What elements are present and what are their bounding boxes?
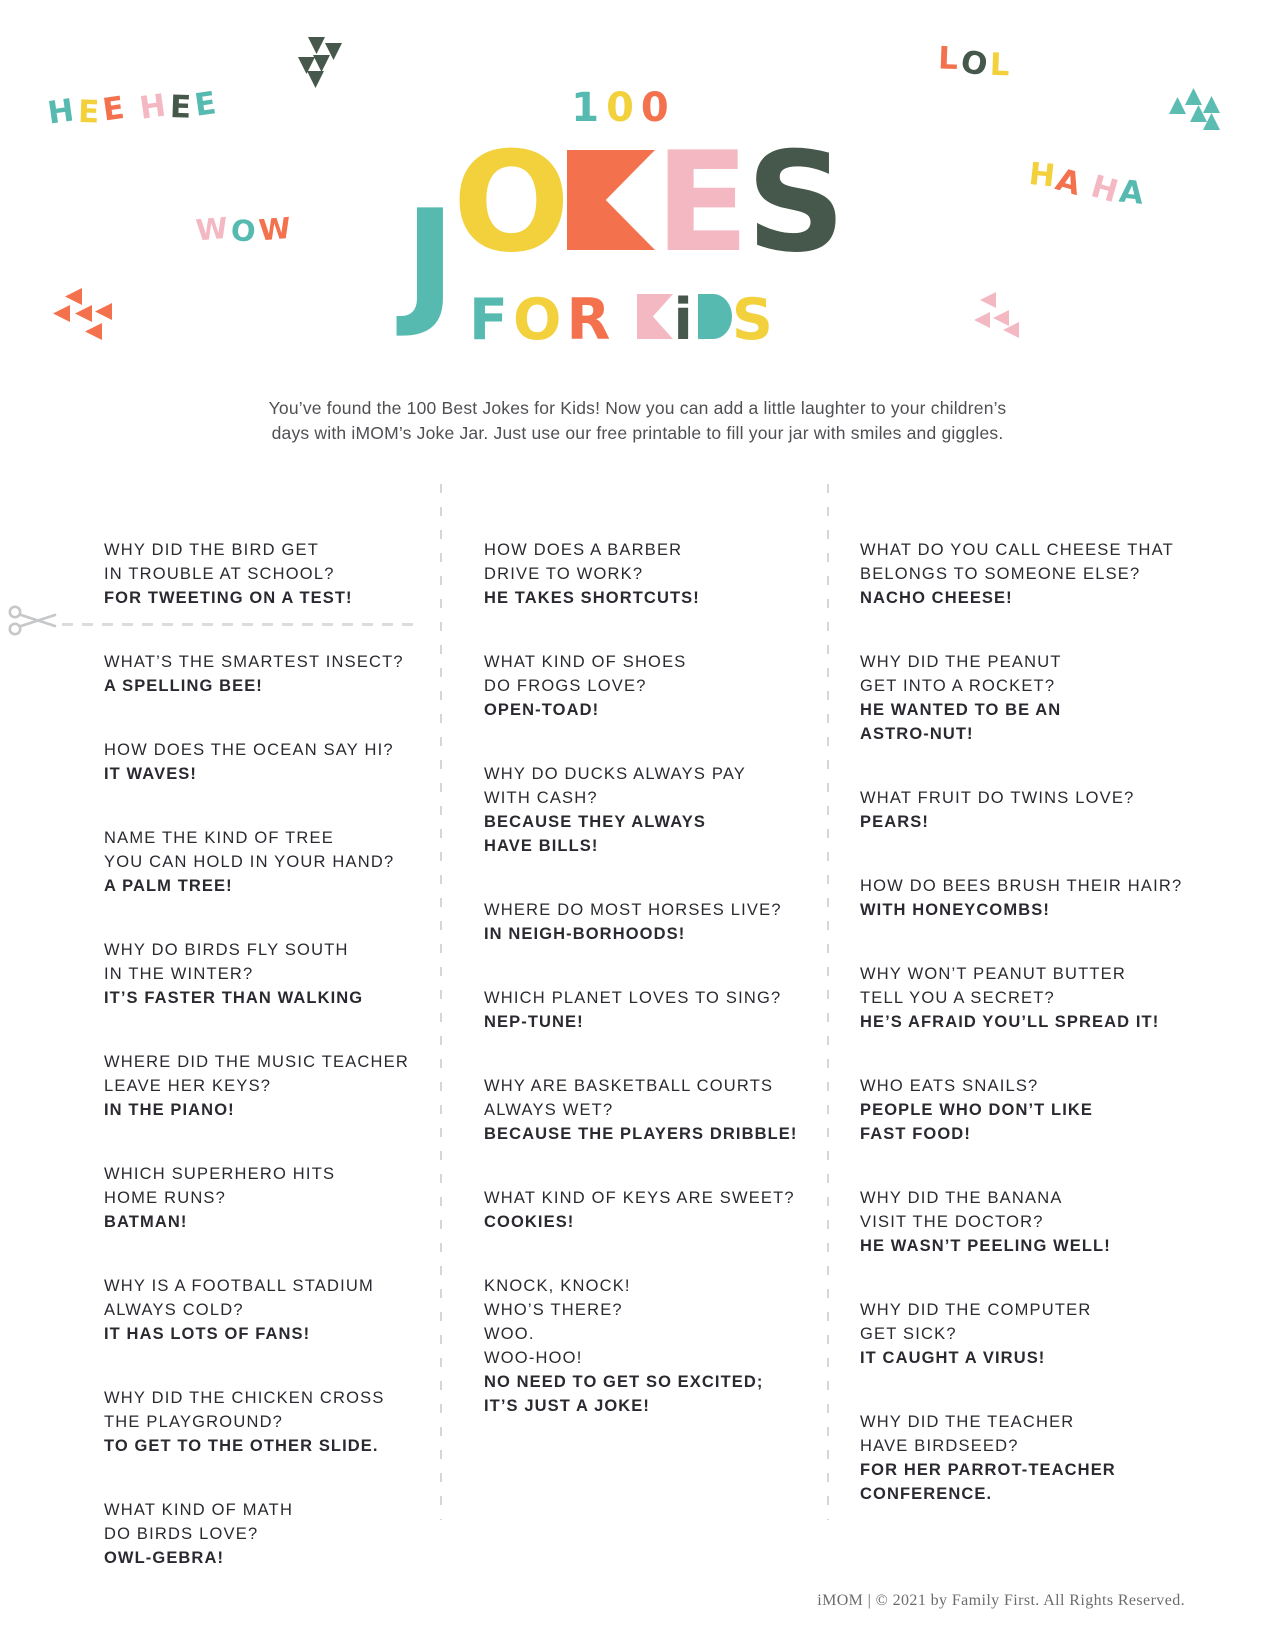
joke-question-line: DO FROGS LOVE? bbox=[484, 677, 647, 695]
joke-answer-line: ASTRO-NUT! bbox=[860, 725, 974, 743]
joke-answer-line: OPEN-TOAD! bbox=[484, 701, 600, 719]
letter-l: L bbox=[989, 46, 1014, 84]
joke-question-line: HOW DOES A BARBER bbox=[484, 541, 683, 559]
letter-o: O bbox=[957, 43, 994, 85]
joke-answer-line: COOKIES! bbox=[484, 1213, 575, 1231]
letter-h: H bbox=[1087, 168, 1124, 211]
joke-question-line: DRIVE TO WORK? bbox=[484, 565, 644, 583]
letter-i: i bbox=[673, 287, 698, 353]
joke-answer-line: IT WAVES! bbox=[104, 765, 198, 783]
joke-block bbox=[104, 1050, 474, 1122]
joke-answer-line: FOR TWEETING ON A TEST! bbox=[104, 589, 353, 607]
joke-answer-line: WITH HONEYCOMBS! bbox=[860, 901, 1050, 919]
joke-block bbox=[484, 1074, 854, 1146]
joke-question-line: BELONGS TO SOMEONE ELSE? bbox=[860, 565, 1141, 583]
letter-s: S bbox=[746, 122, 843, 283]
joke-question-line: HAVE BIRDSEED? bbox=[860, 1437, 1019, 1455]
copyright-footer: iMOM | © 2021 by Family First. All Rights Reserved. bbox=[817, 1592, 1185, 1609]
letter-o: O bbox=[512, 287, 567, 353]
joke-question-line: WHERE DO MOST HORSES LIVE? bbox=[484, 901, 782, 919]
joke-answer-line: NO NEED TO GET SO EXCITED; bbox=[484, 1373, 764, 1391]
joke-answer-line: IT’S JUST A JOKE! bbox=[484, 1397, 650, 1415]
joke-question-line: DO BIRDS LOVE? bbox=[104, 1525, 259, 1543]
joke-question-line: GET SICK? bbox=[860, 1325, 957, 1343]
letter-h: H bbox=[137, 87, 173, 127]
joke-answer-line: NACHO CHEESE! bbox=[860, 589, 1013, 607]
letter-k-flag bbox=[567, 150, 655, 250]
letter-w: W bbox=[194, 210, 233, 248]
joke-question-line: TELL YOU A SECRET? bbox=[860, 989, 1055, 1007]
letter-e: E bbox=[655, 122, 747, 283]
joke-answer-line: IT CAUGHT A VIRUS! bbox=[860, 1349, 1046, 1367]
joke-question-line: WHAT’S THE SMARTEST INSECT? bbox=[104, 653, 404, 671]
letter-s: S bbox=[731, 287, 778, 353]
joke-question-line: WHY DID THE CHICKEN CROSS bbox=[104, 1389, 385, 1407]
joke-block bbox=[860, 786, 1230, 834]
joke-answer-line: TO GET TO THE OTHER SLIDE. bbox=[104, 1437, 379, 1455]
letter-a: A bbox=[1051, 161, 1087, 204]
joke-question-line: WHICH SUPERHERO HITS bbox=[104, 1165, 336, 1183]
joke-question-line: WHAT FRUIT DO TWINS LOVE? bbox=[860, 789, 1135, 807]
joke-question-line: WITH CASH? bbox=[484, 789, 598, 807]
joke-block bbox=[104, 1162, 474, 1234]
letter-e: E bbox=[77, 93, 104, 131]
joke-answer-line: IN THE PIANO! bbox=[104, 1101, 235, 1119]
joke-block bbox=[860, 1074, 1230, 1146]
joke-block bbox=[484, 986, 854, 1034]
letter-d-disc bbox=[698, 294, 732, 339]
joke-answer-line: PEOPLE WHO DON’T LIKE bbox=[860, 1101, 1094, 1119]
joke-answer-line: FOR HER PARROT-TEACHER bbox=[860, 1461, 1116, 1479]
joke-question-line: WHAT KIND OF MATH bbox=[104, 1501, 294, 1519]
letter-k-flag bbox=[637, 294, 673, 339]
letter-o: O bbox=[452, 122, 567, 283]
joke-question-line: NAME THE KIND OF TREE bbox=[104, 829, 334, 847]
joke-question-line: IN THE WINTER? bbox=[104, 965, 254, 983]
joke-question-line: WHO EATS SNAILS? bbox=[860, 1077, 1039, 1095]
letter-l: L bbox=[937, 40, 962, 78]
joke-question-line: WHY DO DUCKS ALWAYS PAY bbox=[484, 765, 747, 783]
letter-e: E bbox=[192, 84, 223, 124]
title-for-kids bbox=[0, 287, 1261, 353]
joke-block bbox=[860, 1410, 1230, 1506]
joke-answer-line: FAST FOOD! bbox=[860, 1125, 971, 1143]
letter-0: 0 bbox=[640, 85, 676, 131]
joke-answer-line: A PALM TREE! bbox=[104, 877, 233, 895]
intro-line-2: days with iMOM’s Joke Jar. Just use our free printable to fill your jar with smiles and giggles. bbox=[271, 422, 1004, 443]
joke-question-line: IN TROUBLE AT SCHOOL? bbox=[104, 565, 335, 583]
letter-a: A bbox=[1117, 173, 1148, 213]
title-jokes bbox=[0, 122, 1261, 341]
letter-o: O bbox=[229, 212, 261, 250]
joke-question-line: WHY DID THE PEANUT bbox=[860, 653, 1062, 671]
joke-block bbox=[860, 650, 1230, 746]
joke-answer-line: IN NEIGH-BORHOODS! bbox=[484, 925, 686, 943]
letter-w: W bbox=[257, 210, 295, 248]
joke-question-line: WHERE DID THE MUSIC TEACHER bbox=[104, 1053, 409, 1071]
joke-answer-line: NEP-TUNE! bbox=[484, 1013, 584, 1031]
joke-answer-line: HE’S AFRAID YOU’LL SPREAD IT! bbox=[860, 1013, 1160, 1031]
joke-block bbox=[104, 826, 474, 898]
joke-question-line: WHY IS A FOOTBALL STADIUM bbox=[104, 1277, 374, 1295]
joke-block bbox=[484, 538, 854, 610]
joke-answer-line: BATMAN! bbox=[104, 1213, 188, 1231]
joke-answer-line: HAVE BILLS! bbox=[484, 837, 599, 855]
joke-block bbox=[860, 1298, 1230, 1370]
joke-block bbox=[860, 1186, 1230, 1258]
joke-answer-line: IT HAS LOTS OF FANS! bbox=[104, 1325, 311, 1343]
letter-h: H bbox=[45, 91, 81, 132]
joke-question-line: KNOCK, KNOCK! bbox=[484, 1277, 631, 1295]
joke-block bbox=[860, 874, 1230, 922]
letter-r: R bbox=[566, 287, 616, 353]
joke-question-line: ALWAYS COLD? bbox=[104, 1301, 244, 1319]
joke-question-line: WOO-HOO! bbox=[484, 1349, 583, 1367]
joke-question-line: WHY DID THE COMPUTER bbox=[860, 1301, 1092, 1319]
joke-question-line: YOU CAN HOLD IN YOUR HAND? bbox=[104, 853, 395, 871]
joke-block bbox=[104, 938, 474, 1010]
joke-question-line: WHICH PLANET LOVES TO SING? bbox=[484, 989, 782, 1007]
letter-1: 1 bbox=[571, 85, 607, 131]
joke-question-line: WHAT DO YOU CALL CHEESE THAT bbox=[860, 541, 1174, 559]
letter-h: H bbox=[1027, 156, 1059, 195]
joke-question-line: WHAT KIND OF SHOES bbox=[484, 653, 687, 671]
joke-block bbox=[104, 650, 474, 698]
joke-block bbox=[860, 538, 1230, 610]
letter-j: J bbox=[404, 180, 453, 341]
jokes-column-2 bbox=[484, 538, 854, 1458]
jokes-column-1 bbox=[104, 538, 474, 1610]
joke-block bbox=[104, 1498, 474, 1570]
title-100 bbox=[0, 84, 1261, 132]
joke-block bbox=[484, 898, 854, 946]
letter-0: 0 bbox=[606, 85, 641, 131]
joke-answer-line: CONFERENCE. bbox=[860, 1485, 993, 1503]
decor-lol bbox=[936, 40, 1014, 85]
joke-question-line: WHY DO BIRDS FLY SOUTH bbox=[104, 941, 349, 959]
joke-answer-line: BECAUSE THEY ALWAYS bbox=[484, 813, 707, 831]
joke-block bbox=[104, 538, 474, 610]
letter-e: E bbox=[169, 89, 197, 126]
joke-answer-line: HE WASN’T PEELING WELL! bbox=[860, 1237, 1111, 1255]
scissors-icon bbox=[6, 602, 58, 638]
joke-block bbox=[104, 1386, 474, 1458]
joke-question-line: ALWAYS WET? bbox=[484, 1101, 614, 1119]
joke-question-line: WHY DID THE BIRD GET bbox=[104, 541, 319, 559]
joke-block bbox=[104, 738, 474, 786]
joke-answer-line: OWL-GEBRA! bbox=[104, 1549, 225, 1567]
joke-block bbox=[484, 1274, 854, 1418]
joke-block bbox=[484, 650, 854, 722]
joke-answer-line: A SPELLING BEE! bbox=[104, 677, 263, 695]
joke-answer-line: PEARS! bbox=[860, 813, 929, 831]
joke-question-line: HOME RUNS? bbox=[104, 1189, 227, 1207]
joke-question-line: WHO’S THERE? bbox=[484, 1301, 623, 1319]
joke-question-line: VISIT THE DOCTOR? bbox=[860, 1213, 1044, 1231]
triangle-cluster-green-icon bbox=[295, 33, 342, 93]
joke-answer-line: BECAUSE THE PLAYERS DRIBBLE! bbox=[484, 1125, 798, 1143]
joke-block bbox=[484, 1186, 854, 1234]
joke-block bbox=[104, 1274, 474, 1346]
jokes-column-3 bbox=[860, 538, 1230, 1546]
joke-question-line: WHY DID THE BANANA bbox=[860, 1189, 1063, 1207]
joke-answer-line: HE WANTED TO BE AN bbox=[860, 701, 1062, 719]
joke-question-line: WHY ARE BASKETBALL COURTS bbox=[484, 1077, 774, 1095]
joke-question-line: WHAT KIND OF KEYS ARE SWEET? bbox=[484, 1189, 795, 1207]
intro-paragraph bbox=[0, 396, 1275, 445]
letter-f: F bbox=[469, 287, 513, 353]
joke-answer-line: HE TAKES SHORTCUTS! bbox=[484, 589, 700, 607]
joke-question-line: LEAVE HER KEYS? bbox=[104, 1077, 272, 1095]
joke-block bbox=[860, 962, 1230, 1034]
joke-block bbox=[484, 762, 854, 858]
joke-question-line: GET INTO A ROCKET? bbox=[860, 677, 1056, 695]
joke-question-line: THE PLAYGROUND? bbox=[104, 1413, 284, 1431]
intro-line-1: You’ve found the 100 Best Jokes for Kids! Now you can add a little laughter to your children’s bbox=[268, 398, 1007, 418]
joke-question-line: WOO. bbox=[484, 1325, 535, 1343]
letter-e: E bbox=[100, 89, 131, 129]
joke-question-line: WHY WON’T PEANUT BUTTER bbox=[860, 965, 1126, 983]
joke-question-line: HOW DOES THE OCEAN SAY HI? bbox=[104, 741, 394, 759]
joke-question-line: HOW DO BEES BRUSH THEIR HAIR? bbox=[860, 877, 1183, 895]
joke-question-line: WHY DID THE TEACHER bbox=[860, 1413, 1075, 1431]
joke-answer-line: IT’S FASTER THAN WALKING bbox=[104, 989, 364, 1007]
